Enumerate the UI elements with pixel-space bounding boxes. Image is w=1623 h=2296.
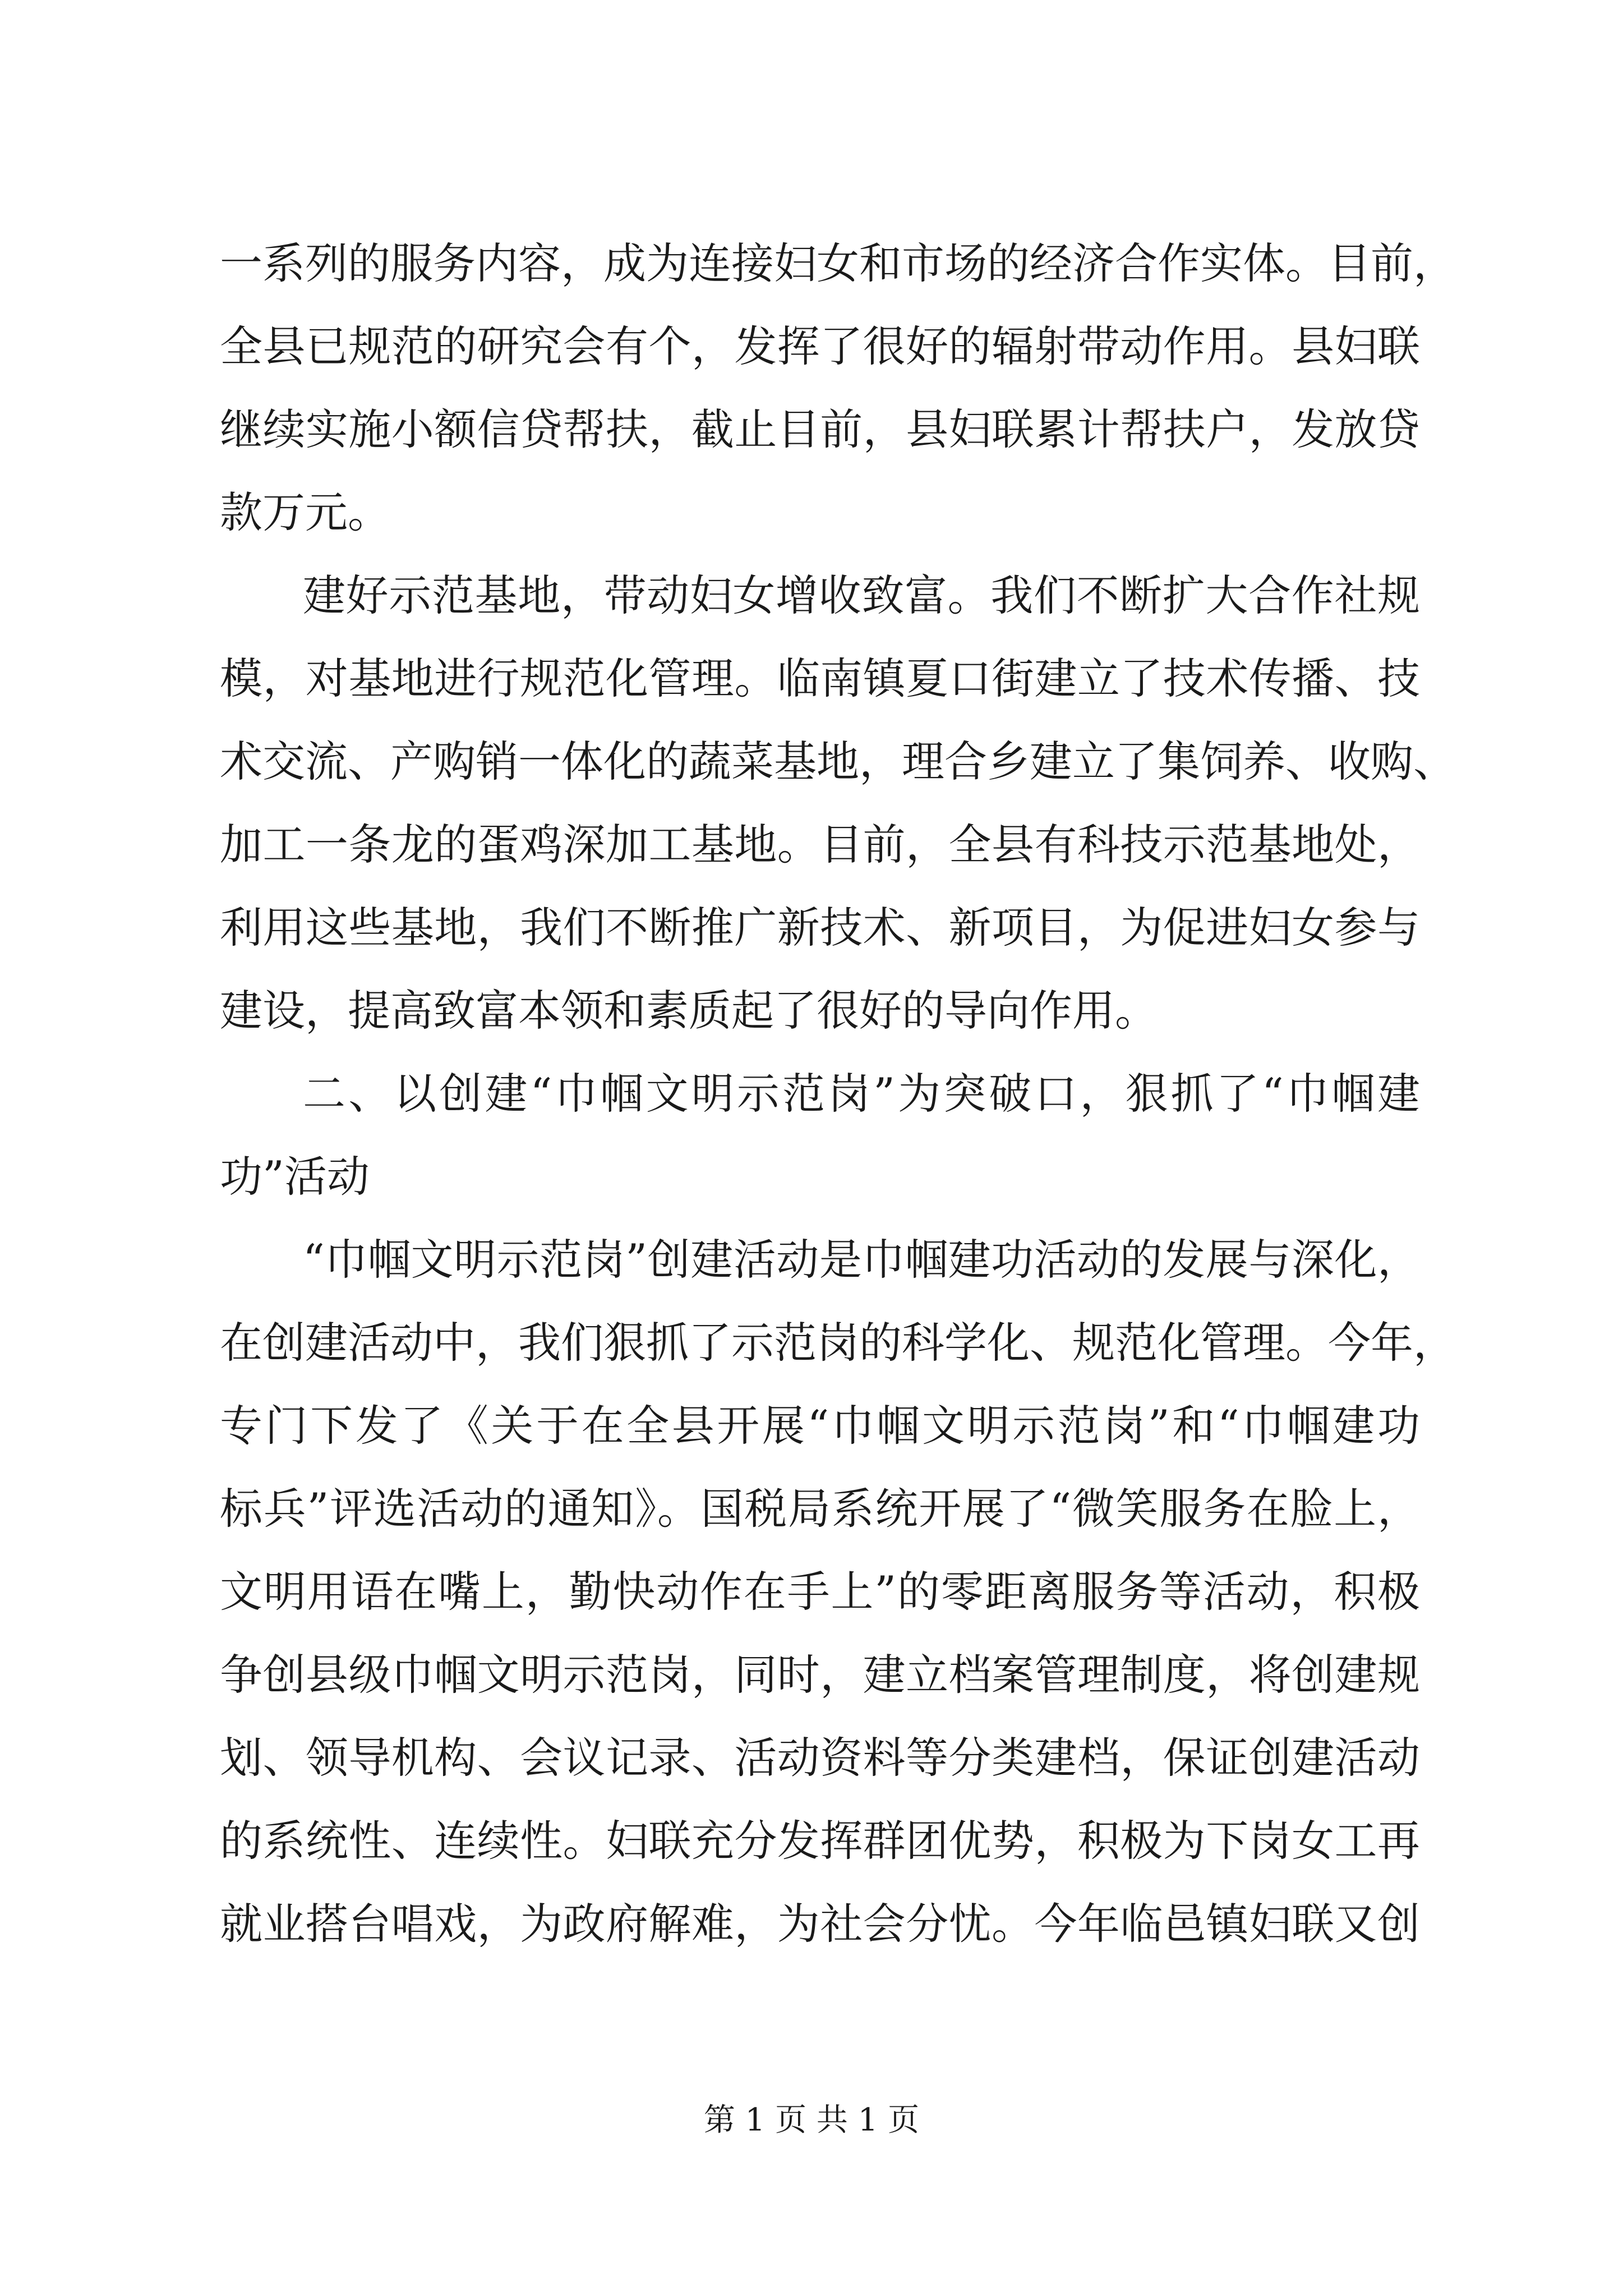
text-line: 就业搭台唱戏，为政府解难，为社会分忧。今年临邑镇妇联又创 (220, 1899, 1420, 1949)
text-line: 的系统性、连续性。妇联充分发挥群团优势，积极为下岗女工再 (220, 1816, 1420, 1866)
text-line: 专门下发了《关于在全县开展“巾帼文明示范岗”和“巾帼建功 (220, 1401, 1420, 1451)
page-footer (0, 2098, 1623, 2143)
text-line: 划、领导机构、会议记录、活动资料等分类建档，保证创建活动 (220, 1733, 1420, 1783)
section-heading: 二、以创建“巾帼文明示范岗”为突破口，狠抓了“巾帼建 (303, 1069, 1420, 1119)
document-body (220, 222, 1456, 1966)
text-line: 建好示范基地，带动妇女增收致富。我们不断扩大合作社规 (303, 570, 1420, 620)
section-heading: 功”活动 (220, 1152, 370, 1202)
text-line: 继续实施小额信贷帮扶，截止目前，县妇联累计帮扶户，发放贷 (220, 404, 1420, 454)
text-line: 争创县级巾帼文明示范岗，同时，建立档案管理制度，将创建规 (220, 1650, 1420, 1700)
text-line: 款万元。 (220, 487, 390, 537)
text-line: 全县已规范的研究会有个，发挥了很好的辐射带动作用。县妇联 (220, 321, 1420, 371)
text-line: 在创建活动中，我们狠抓了示范岗的科学化、规范化管理。今年， (220, 1318, 1456, 1368)
text-line: “巾帼文明示范岗”创建活动是巾帼建功活动的发展与深化， (303, 1235, 1420, 1285)
text-line: 加工一条龙的蛋鸡深加工基地。目前，全县有科技示范基地处， (220, 820, 1420, 869)
text-line: 标兵”评选活动的通知》。国税局系统开展了“微笑服务在脸上， (220, 1484, 1420, 1534)
text-line: 一系列的服务内容，成为连接妇女和市场的经济合作实体。目前， (220, 238, 1456, 288)
text-line: 模，对基地进行规范化管理。临南镇夏口街建立了技术传播、技 (220, 654, 1420, 703)
text-line: 文明用语在嘴上，勤快动作在手上”的零距离服务等活动，积极 (220, 1567, 1420, 1617)
text-line: 术交流、产购销一体化的蔬菜基地，理合乡建立了集饲养、收购、 (220, 737, 1456, 786)
text-line: 利用这些基地，我们不断推广新技术、新项目，为促进妇女参与 (220, 903, 1420, 953)
text-line: 建设，提高致富本领和素质起了很好的导向作用。 (220, 986, 1158, 1036)
page-number-label: 第 1 页 共 1 页 (703, 2102, 920, 2138)
